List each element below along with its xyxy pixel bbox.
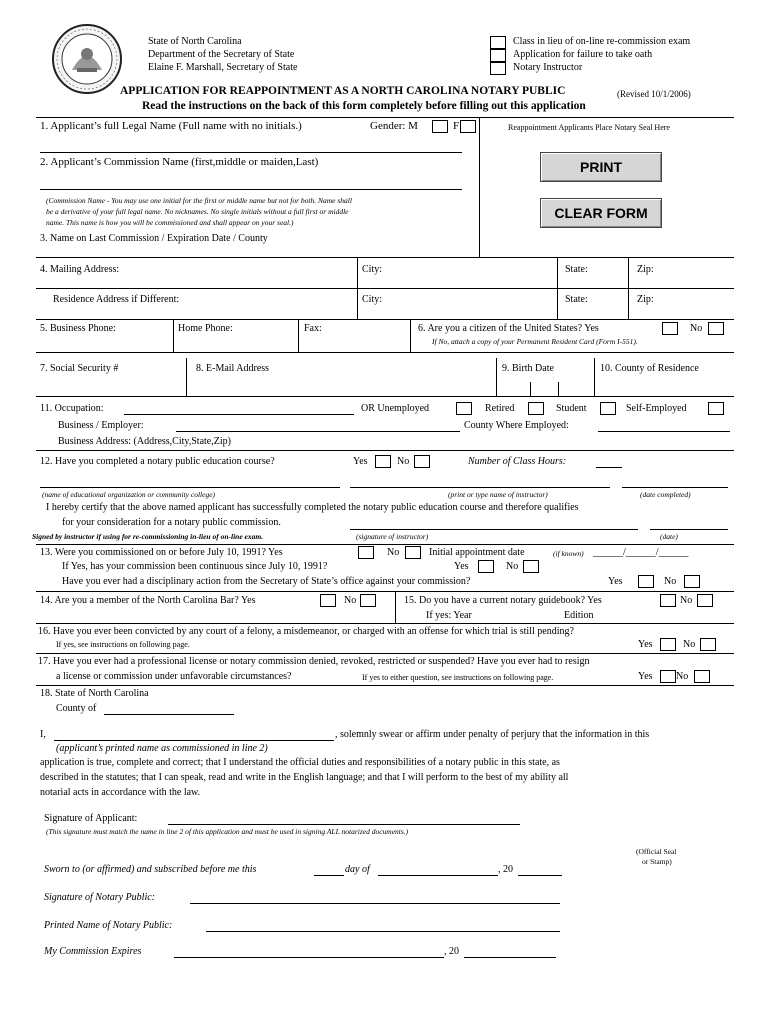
- label-if-known: (if known): [553, 549, 584, 558]
- signed-by-note: Signed by instructor if using for re-commissioning in-lieu of on-line exam.: [32, 532, 264, 541]
- gender-f-checkbox[interactable]: [460, 120, 476, 133]
- divider: [36, 591, 734, 592]
- label-q17b: a license or commission under unfavorable circumstances?: [56, 671, 292, 682]
- label-class-hours: Number of Class Hours:: [468, 456, 567, 467]
- retired-checkbox[interactable]: [528, 402, 544, 415]
- swear-text: , solemnly swear or affirm under penalty of perjury that the information in this: [335, 729, 650, 740]
- option-label-failure-oath: Application for failure to take oath: [513, 49, 653, 60]
- q13-yes-checkbox[interactable]: [358, 546, 374, 559]
- certify-line-1: I hereby certify that the above named applicant has successfully completed the notary public education course and therefore qualifies: [46, 502, 579, 513]
- header-department: Department of the Secretary of State: [148, 49, 295, 60]
- label-fax: Fax:: [304, 323, 322, 334]
- oath-line-1: application is true, complete and correct; that I understand the official duties and responsibilities of a notary public in this state, as: [40, 757, 560, 768]
- label-guidebook-no: No: [680, 595, 693, 606]
- label-self-employed: Self-Employed: [626, 403, 687, 414]
- label-q13: 13. Were you commissioned on or before July 10, 1991? Yes: [40, 547, 283, 558]
- bar-no-checkbox[interactable]: [360, 594, 376, 607]
- label-continuous-yes: Yes: [454, 561, 469, 572]
- q17-note: If yes to either question, see instructions on following page.: [362, 673, 554, 682]
- label-disciplinary: Have you ever had a disciplinary action from the Secretary of State’s office against your commission?: [62, 576, 471, 587]
- label-business-address: Business Address: (Address,City,State,Zip): [58, 436, 231, 447]
- class-hours-input[interactable]: [596, 456, 622, 468]
- label-student: Student: [556, 403, 587, 414]
- unemployed-checkbox[interactable]: [456, 402, 472, 415]
- header-secretary: Elaine F. Marshall, Secretary of State: [148, 62, 298, 73]
- q16-yes-checkbox[interactable]: [660, 638, 676, 651]
- date-completed-note: (date completed): [640, 490, 691, 499]
- label-zip-residence: Zip:: [637, 294, 654, 305]
- label-20-expires: , 20: [444, 946, 459, 957]
- divider: [530, 382, 531, 396]
- divider: [36, 352, 734, 353]
- label-guidebook-edition: Edition: [564, 610, 594, 621]
- label-disciplinary-no: No: [664, 576, 677, 587]
- divider: [36, 544, 734, 545]
- sworn-day-input[interactable]: [314, 864, 344, 876]
- q17-yes-checkbox[interactable]: [660, 670, 676, 683]
- label-gender-f: F: [453, 120, 460, 132]
- label-legal-name: 1. Applicant’s full Legal Name (Full name with no initials.): [40, 120, 302, 132]
- citizen-no-checkbox[interactable]: [708, 322, 724, 335]
- instructor-note: (print or type name of instructor): [448, 490, 548, 499]
- student-checkbox[interactable]: [600, 402, 616, 415]
- label-last-commission: 3. Name on Last Commission / Expiration Date / County: [40, 233, 268, 244]
- date-completed-line[interactable]: [622, 487, 728, 488]
- instructor-name-line[interactable]: [350, 487, 610, 488]
- option-checkbox-class[interactable]: [490, 36, 506, 49]
- label-city-residence: City:: [362, 294, 383, 305]
- label-business-phone: 5. Business Phone:: [40, 323, 116, 334]
- option-checkbox-failure-oath[interactable]: [490, 49, 506, 62]
- label-q16: 16. Have you ever been convicted by any court of a felony, a misdemeanor, or charged with an offense for which trial is still pending?: [38, 626, 574, 637]
- label-continuous-no: No: [506, 561, 519, 572]
- citizen-yes-checkbox[interactable]: [662, 322, 678, 335]
- label-guidebook-year: If yes: Year: [426, 610, 472, 621]
- revised-date: (Revised 10/1/2006): [617, 89, 691, 99]
- education-no-checkbox[interactable]: [414, 455, 430, 468]
- label-occupation: 11. Occupation:: [40, 403, 104, 414]
- divider: [496, 358, 497, 396]
- label-birth-date: 9. Birth Date: [502, 363, 554, 374]
- label-education: 12. Have you completed a notary public education course?: [40, 456, 275, 467]
- label-q18: 18. State of North Carolina: [40, 688, 149, 699]
- label-mailing-address: 4. Mailing Address:: [40, 264, 120, 275]
- signature-instructor-note: (signature of instructor): [356, 532, 429, 541]
- state-seal-logo: [50, 22, 124, 96]
- label-initial-date: Initial appointment date: [429, 547, 525, 558]
- label-county-employed: County Where Employed:: [464, 420, 569, 431]
- label-i: I,: [40, 729, 46, 740]
- q16-note: If yes, see instructions on following page.: [56, 640, 190, 649]
- divider: [395, 591, 396, 623]
- sworn-month-input[interactable]: [378, 864, 498, 876]
- divider: [36, 117, 734, 118]
- guidebook-no-checkbox[interactable]: [697, 594, 713, 607]
- divider: [173, 319, 174, 352]
- label-q17-yes: Yes: [638, 671, 653, 682]
- initial-date-blank: ______/______/______: [593, 547, 689, 558]
- label-disciplinary-yes: Yes: [608, 576, 623, 587]
- disciplinary-no-checkbox[interactable]: [684, 575, 700, 588]
- divider: [36, 623, 734, 624]
- oath-line-2: described in the statutes; that I can speak, read and write in the English language; and that I will perform to the best of my ability all: [40, 772, 569, 783]
- notary-printed-name-input[interactable]: [206, 920, 560, 932]
- divider: [594, 358, 595, 396]
- county-of-input[interactable]: [104, 703, 234, 715]
- org-note: (name of educational organization or community college): [42, 490, 216, 499]
- divider: [36, 257, 734, 258]
- label-employer: Business / Employer:: [58, 420, 144, 431]
- instructor-signature-line[interactable]: [350, 529, 638, 530]
- label-state-residence: State:: [565, 294, 588, 305]
- continuous-yes-checkbox[interactable]: [478, 560, 494, 573]
- label-education-no: No: [397, 456, 410, 467]
- applicant-signature-input[interactable]: [168, 813, 520, 825]
- print-button[interactable]: PRINT: [540, 152, 662, 182]
- divider: [36, 450, 734, 451]
- divider: [36, 319, 734, 320]
- divider: [36, 653, 734, 654]
- legal-name-input-line[interactable]: [40, 152, 462, 153]
- date-note: (date): [660, 532, 678, 541]
- label-sworn: Sworn to (or affirmed) and subscribed before me this: [44, 864, 257, 875]
- label-commission-expires: My Commission Expires: [44, 946, 142, 957]
- label-q16-no: No: [683, 639, 696, 650]
- label-day-of: day of: [345, 864, 370, 875]
- q16-no-checkbox[interactable]: [700, 638, 716, 651]
- divider: [36, 396, 734, 397]
- label-ssn: 7. Social Security #: [40, 363, 119, 374]
- printed-name-input[interactable]: [54, 729, 334, 741]
- label-county-of: County of: [56, 703, 97, 714]
- label-q17: 17. Have you ever had a professional license or notary commission denied, revoked, restricted or suspended? Have you ever had to resign: [38, 656, 590, 667]
- label-retired: Retired: [485, 403, 515, 414]
- oath-line-3: notarial acts in accordance with the law.: [40, 787, 201, 798]
- label-state: State:: [565, 264, 588, 275]
- divider: [410, 319, 411, 352]
- label-citizen: 6. Are you a citizen of the United States? Yes: [418, 323, 599, 334]
- sworn-year-input[interactable]: [518, 864, 562, 876]
- divider: [479, 117, 480, 257]
- label-email: 8. E-Mail Address: [196, 363, 270, 374]
- commission-name-input-line[interactable]: [40, 189, 462, 190]
- commission-note-2: be a derivative of your full legal name. No nicknames. No single initials without a full first or middle: [46, 207, 349, 216]
- header-state: State of North Carolina: [148, 36, 242, 47]
- q13-no-checkbox[interactable]: [405, 546, 421, 559]
- education-yes-checkbox[interactable]: [375, 455, 391, 468]
- label-education-yes: Yes: [353, 456, 368, 467]
- option-checkbox-instructor[interactable]: [490, 62, 506, 75]
- instructor-date-line[interactable]: [650, 529, 728, 530]
- label-q13-no: No: [387, 547, 400, 558]
- divider: [36, 288, 734, 289]
- form-title: APPLICATION FOR REAPPOINTMENT AS A NORTH CAROLINA NOTARY PUBLIC: [120, 85, 566, 97]
- certify-line-2: for your consideration for a notary public commission.: [62, 517, 281, 528]
- notary-signature-input[interactable]: [190, 892, 560, 904]
- or-stamp-label: or Stamp): [642, 857, 672, 866]
- continuous-no-checkbox[interactable]: [523, 560, 539, 573]
- label-printed-notary: Printed Name of Notary Public:: [44, 920, 173, 931]
- label-county-residence: 10. County of Residence: [600, 363, 699, 374]
- commission-note-3: name. This name is how you will be commissioned and shall appear on your seal.): [46, 218, 294, 227]
- option-label-instructor: Notary Instructor: [513, 62, 583, 73]
- label-q14: 14. Are you a member of the North Carolina Bar? Yes: [40, 595, 256, 606]
- gender-m-checkbox[interactable]: [432, 120, 448, 133]
- label-zip: Zip:: [637, 264, 654, 275]
- divider: [36, 685, 734, 686]
- org-input-line[interactable]: [40, 487, 340, 488]
- label-bar-no: No: [344, 595, 357, 606]
- label-q15: 15. Do you have a current notary guidebook? Yes: [404, 595, 602, 606]
- occupation-input[interactable]: [124, 403, 354, 415]
- q17-no-checkbox[interactable]: [694, 670, 710, 683]
- label-q16-yes: Yes: [638, 639, 653, 650]
- label-signature-applicant: Signature of Applicant:: [44, 813, 138, 824]
- label-unemployed: OR Unemployed: [361, 403, 430, 414]
- label-q17-no: No: [676, 671, 689, 682]
- commission-note-1: (Commission Name - You may use one initial for the first or middle name but not for both. Name shall: [46, 196, 352, 205]
- commission-expires-input[interactable]: [174, 946, 444, 958]
- label-citizen-no: No: [690, 323, 703, 334]
- divider: [558, 382, 559, 396]
- label-signature-notary: Signature of Notary Public:: [44, 892, 156, 903]
- divider: [186, 358, 187, 396]
- commission-expires-year-input[interactable]: [464, 946, 556, 958]
- option-label-class: Class in lieu of on-line re-commission exam: [513, 36, 691, 47]
- county-employed-input[interactable]: [598, 420, 730, 432]
- label-residence-address: Residence Address if Different:: [53, 294, 180, 305]
- citizen-note: If No, attach a copy of your Permanent Resident Card (Form I-551).: [432, 337, 638, 346]
- label-city: City:: [362, 264, 383, 275]
- instructions-line: Read the instructions on the back of this form completely before filling out this application: [142, 100, 586, 112]
- label-continuous: If Yes, has your commission been continuous since July 10, 1991?: [62, 561, 328, 572]
- self-employed-checkbox[interactable]: [708, 402, 724, 415]
- label-gender: Gender: M: [370, 120, 418, 132]
- label-home-phone: Home Phone:: [178, 323, 233, 334]
- label-commission-name: 2. Applicant’s Commission Name (first,middle or maiden,Last): [40, 156, 319, 168]
- guidebook-yes-checkbox[interactable]: [660, 594, 676, 607]
- disciplinary-yes-checkbox[interactable]: [638, 575, 654, 588]
- divider: [298, 319, 299, 352]
- printed-name-note: (applicant’s printed name as commissioned in line 2): [56, 743, 268, 754]
- signature-note: (This signature must match the name in line 2 of this application and must be used in signing ALL notarized documents.): [46, 827, 409, 836]
- employer-input[interactable]: [176, 420, 460, 432]
- official-seal-label: (Official Seal: [636, 847, 677, 856]
- clear-form-button[interactable]: CLEAR FORM: [540, 198, 662, 228]
- bar-yes-checkbox[interactable]: [320, 594, 336, 607]
- seal-note: Reappointment Applicants Place Notary Seal Here: [508, 123, 670, 132]
- label-20-sworn: , 20: [498, 864, 513, 875]
